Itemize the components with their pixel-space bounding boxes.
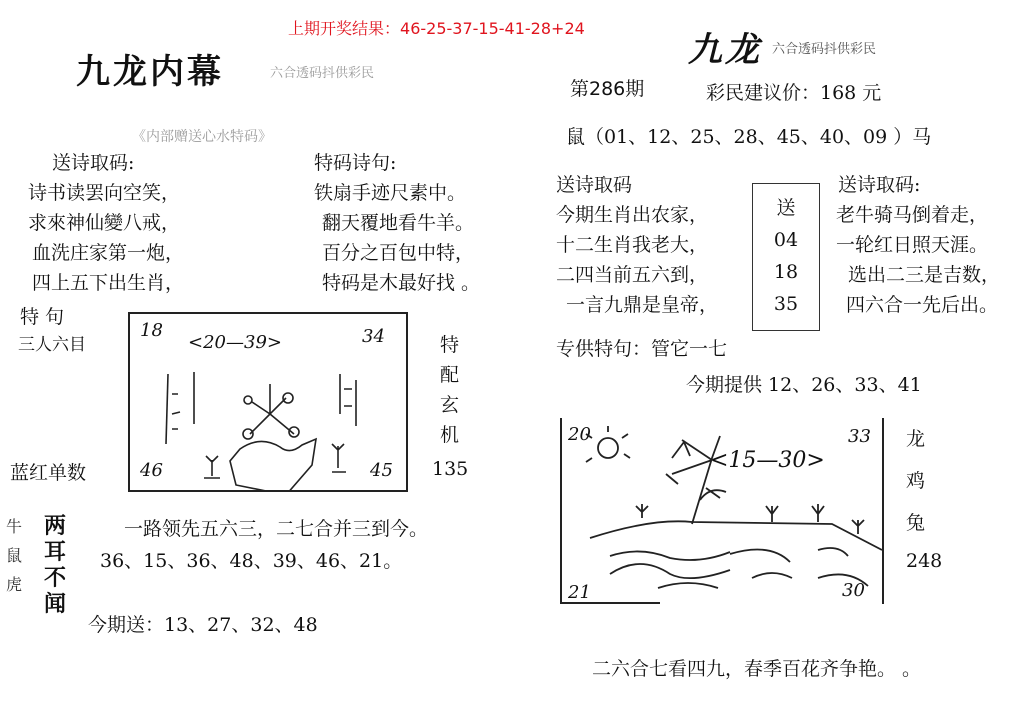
sketch-range: <20—39>: [188, 332, 282, 353]
sketch-drawing: [562, 418, 882, 606]
left-poem-lines: [28, 178, 184, 298]
poem-line: 求來神仙變八戒，: [28, 212, 181, 234]
bold-column: 两 耳 不 闻: [44, 514, 67, 617]
right-poem-left-heading: 送诗取码: [556, 174, 633, 196]
right-sketch-box: [560, 418, 884, 604]
special-phrase: 三人六目: [18, 335, 86, 355]
right-special-phrase: 专供特句：管它一七: [556, 338, 728, 360]
sketch-range: <15—30>: [710, 448, 825, 473]
right-poem-heading: 特码诗句:: [314, 152, 397, 174]
sketch-bottom-left-number: 46: [140, 460, 163, 481]
poem-line: 翻天覆地看牛羊。: [322, 212, 475, 234]
poem-line: 百分之百包中特，: [322, 242, 475, 264]
blue-red-odd-label: 蓝红单数: [10, 462, 87, 484]
left-side-number: 135: [432, 458, 469, 480]
left-sketch-box: [128, 312, 408, 492]
sketch-bottom-right-number: 45: [370, 460, 393, 481]
last-result-numbers: 46-25-37-15-41-28+24: [400, 19, 585, 38]
left-poem-heading: 送诗取码:: [52, 152, 135, 174]
gift-number-box: 送 04 18 35: [752, 183, 820, 331]
right-poem-lines: [314, 178, 480, 298]
this-issue-provide: 今期提供 12、26、33、41: [686, 374, 922, 396]
sketch-top-right-number: 34: [362, 326, 385, 347]
left-subtitle: 六合透码抖供彩民: [270, 66, 375, 81]
sketch-top-left-number: 18: [140, 320, 163, 341]
number-series: 36、15、36、48、39、46、21。: [100, 550, 403, 572]
sketch-drawing: [130, 314, 406, 490]
right-poem-right-lines: 老牛骑马倒着走， 一轮红日照天涯。 选出二三是吉数， 四六合一先后出。: [836, 204, 1001, 316]
left-side-vertical: 特 配 玄 机: [440, 334, 460, 446]
last-result-label: 上期开奖结果：: [288, 19, 401, 38]
right-side-vertical: 龙 鸡 兔: [906, 428, 926, 534]
zodiac-range: 鼠（01、12、25、28、45、40、09 ）马: [566, 126, 932, 148]
verse: 一路领先五六三，二七合并三到今。: [124, 518, 429, 540]
poem-line: 四上五下出生肖，: [32, 272, 185, 294]
right-poem-left-lines: 今期生肖出农家， 十二生肖我老大， 二四当前五六到， 一言九鼎是皇帝，: [556, 204, 719, 316]
closing-verse: 二六合七看四九，春季百花齐争艳。 。: [592, 658, 922, 680]
sketch-bottom-right-number: 30: [842, 580, 865, 601]
sketch-top-right-number: 33: [848, 426, 871, 447]
right-title: 九龙: [688, 30, 762, 70]
sketch-top-left-number: 20: [568, 424, 591, 445]
this-issue-gift: 今期送：13、27、32、48: [88, 614, 318, 636]
poem-line: 特码是木最好找 。: [322, 272, 481, 294]
poem-line: 诗书读罢向空笑，: [28, 182, 181, 204]
right-poem-right-heading: 送诗取码:: [838, 174, 921, 196]
right-subtitle: 六合透码抖供彩民: [772, 42, 877, 57]
sketch-bottom-border: [560, 602, 660, 604]
issue-number: 第286期: [570, 78, 645, 100]
poem-line: 铁扇手迹尺素中。: [314, 182, 467, 204]
price-label: 彩民建议价：168 元: [706, 82, 882, 104]
poem-line: 血洗庄家第一炮，: [32, 242, 185, 264]
special-phrase-label: 特 句: [20, 306, 65, 328]
sketch-bottom-left-number: 21: [568, 582, 591, 603]
last-result-banner: [288, 16, 585, 39]
zodiac-column: 牛 鼠 虎: [6, 517, 23, 594]
left-title: 九龙内幕: [76, 52, 224, 92]
inner-caption: 《内部赠送心水特码》: [132, 129, 272, 145]
right-side-number: 248: [906, 550, 943, 572]
